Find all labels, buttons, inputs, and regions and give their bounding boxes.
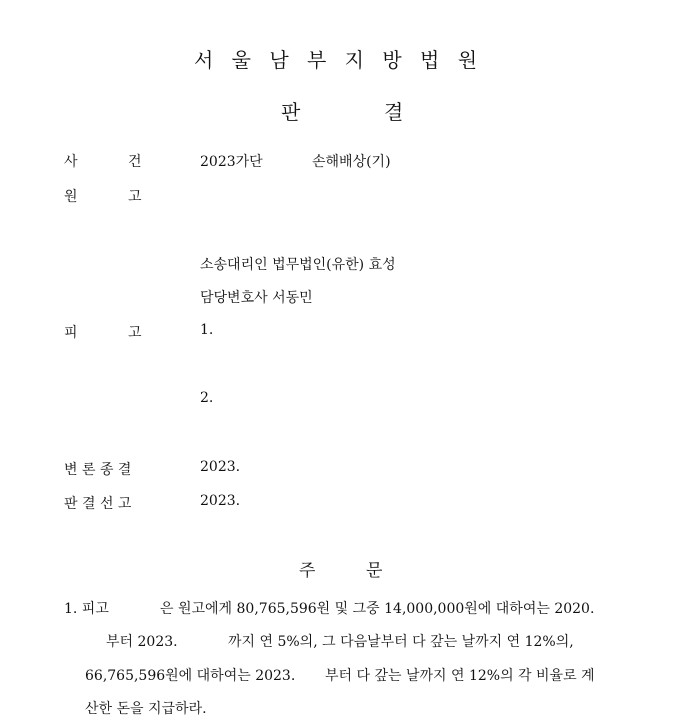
- hearing-closed-date: 2023.: [200, 459, 241, 475]
- order-line-2b: 까지 연 5%의, 그 다음날부터 다 갚는 날까지 연 12%의,: [228, 634, 574, 650]
- main-text-heading-left: 주: [299, 561, 316, 581]
- hearing-closed-label: 변 론 종 결: [64, 462, 132, 478]
- case-label-right: 건: [128, 154, 142, 170]
- defendant-item-2: 2.: [200, 390, 214, 406]
- case-name: 손해배상(기): [312, 154, 391, 170]
- plaintiff-label-left: 원: [64, 189, 78, 205]
- order-line-1b: 은 원고에게 80,765,596원 및 그중 14,000,000원에 대하여는 2020.: [160, 601, 595, 617]
- case-label-left: 사: [64, 154, 78, 170]
- plaintiff-counsel: 소송대리인 법무법인(유한) 효성: [200, 257, 396, 273]
- order-line-3b: 부터 다 갚는 날까지 연 12%의 각 비율로 계: [325, 668, 595, 684]
- plaintiff-label-right: 고: [128, 189, 142, 205]
- order-line-4: 산한 돈을 지급하라.: [85, 701, 207, 717]
- defendant-item-1: 1.: [200, 322, 214, 338]
- court-name: 서 울 남 부 지 방 법 원: [193, 48, 484, 72]
- main-text-heading-right: 문: [366, 561, 383, 581]
- doc-title-left: 판: [281, 100, 301, 124]
- defendant-label-left: 피: [64, 325, 78, 341]
- judgment-date: 2023.: [200, 493, 241, 509]
- order-line-3a: 66,765,596원에 대하여는 2023.: [85, 668, 296, 684]
- judgment-date-label: 판 결 선 고: [64, 496, 132, 512]
- order-line-2a: 부터 2023.: [106, 634, 178, 650]
- doc-title-right: 결: [384, 100, 404, 124]
- case-number: 2023가단: [200, 154, 263, 170]
- order-line-1a: 1. 피고: [64, 601, 109, 617]
- plaintiff-attorney: 담당변호사 서동민: [200, 290, 313, 306]
- defendant-label-right: 고: [128, 325, 142, 341]
